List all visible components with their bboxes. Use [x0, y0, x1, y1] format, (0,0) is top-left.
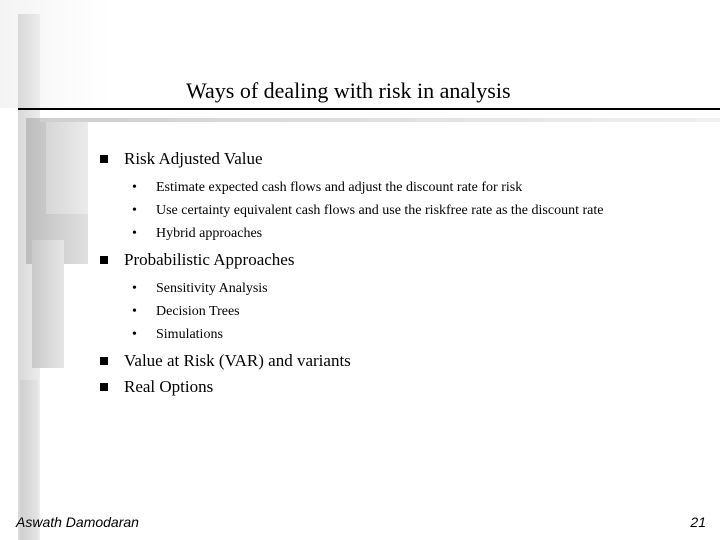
- sub-bullet-item: [96, 222, 706, 245]
- slide-title: Ways of dealing with risk in analysis: [186, 78, 511, 103]
- sub-bullet-text: Use certainty equivalent cash flows and use the riskfree rate as the discount rate: [156, 203, 604, 218]
- sub-bullet-text: Estimate expected cash flows and adjust the discount rate for risk: [156, 180, 523, 195]
- title-divider: [18, 108, 720, 110]
- decorative-gradient-bar: [46, 118, 88, 214]
- sub-bullet-item: [96, 323, 706, 346]
- bullet-text: Risk Adjusted Value: [124, 149, 263, 168]
- decorative-gradient-block: [0, 0, 110, 108]
- square-bullet-icon: [100, 383, 108, 391]
- bullet-item: [96, 376, 706, 398]
- sub-bullet-list: [96, 176, 706, 245]
- square-bullet-icon: [100, 155, 108, 163]
- bullet-text: Probabilistic Approaches: [124, 250, 295, 269]
- bullet-item: [96, 148, 706, 170]
- dot-bullet-icon: •: [132, 304, 137, 319]
- bullet-text: Value at Risk (VAR) and variants: [124, 351, 351, 370]
- square-bullet-icon: [100, 256, 108, 264]
- bullet-item: [96, 350, 706, 372]
- sub-bullet-item: [96, 277, 706, 300]
- sub-bullet-item: [96, 176, 706, 199]
- sub-bullet-list: [96, 277, 706, 346]
- dot-bullet-icon: •: [132, 327, 137, 342]
- decorative-gradient-bar: [32, 240, 64, 368]
- sub-bullet-text: Sensitivity Analysis: [156, 281, 268, 296]
- dot-bullet-icon: •: [132, 203, 137, 218]
- sub-bullet-text: Simulations: [156, 327, 223, 342]
- bullet-text: Real Options: [124, 377, 214, 396]
- dot-bullet-icon: •: [132, 281, 137, 296]
- sub-bullet-text: Decision Trees: [156, 304, 240, 319]
- bullet-list: [96, 148, 706, 398]
- page-number: 21: [690, 514, 706, 530]
- sub-bullet-item: [96, 199, 706, 222]
- sub-bullet-text: Hybrid approaches: [156, 226, 263, 241]
- dot-bullet-icon: •: [132, 226, 137, 241]
- bullet-item: [96, 249, 706, 271]
- square-bullet-icon: [100, 357, 108, 365]
- decorative-shadow-rule: [40, 118, 720, 122]
- sub-bullet-item: [96, 300, 706, 323]
- footer-author: Aswath Damodaran: [16, 514, 139, 530]
- dot-bullet-icon: •: [132, 180, 137, 195]
